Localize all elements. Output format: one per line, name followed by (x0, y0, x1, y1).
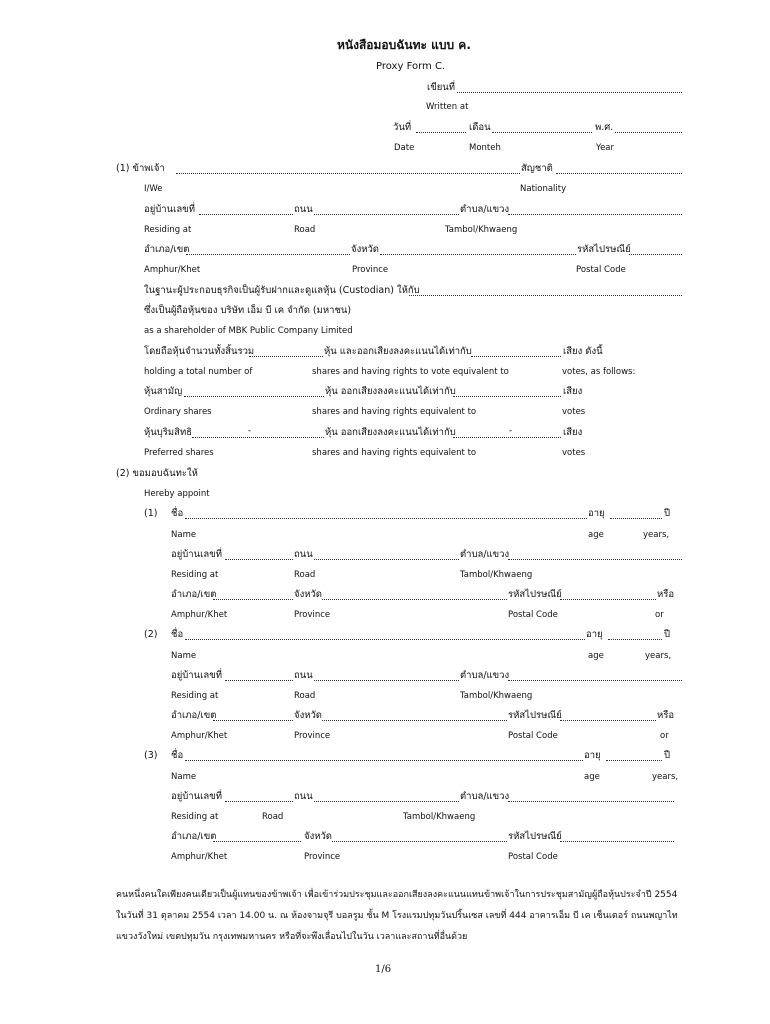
proxy-amphur-label-en: Amphur/Khet (171, 610, 228, 620)
proxy-years-label: ปี (664, 508, 671, 519)
proxy-province-label-en: Province (294, 610, 331, 620)
proxy-province-label: จังหวัด (294, 710, 322, 721)
form-subtitle: Proxy Form C. (376, 61, 446, 72)
house-no-field[interactable] (199, 214, 293, 215)
proxy-road-label: ถนน (294, 670, 313, 681)
meeting-paragraph-line-1: คนหนึ่งคนใดเพียงคนเดียวเป็นผู้แทนของข้าพเจ้า เพื่อเข้าร่วมประชุมและออกเสียงลงคะแนนแทนข้าพเจ้าในการประชุมสามัญผู้ถือหุ้นประจำปี 2554 (116, 890, 678, 900)
proxy-postal-label-en: Postal Code (508, 852, 558, 862)
proxy-tambol-label: ตำบล/แขวง (460, 549, 510, 560)
proxy-amphur-label-en: Amphur/Khet (171, 731, 228, 741)
proxy-tambol-field[interactable] (508, 559, 682, 560)
custodian-text: ในฐานะผู้ประกอบธุรกิจเป็นผู้รับฝากและดูแลหุ้น (Custodian) ให้กับ (144, 285, 420, 296)
proxy-tambol-label: ตำบล/แขวง (460, 670, 510, 681)
proxy-residing-label-en: Residing at (171, 812, 219, 822)
proxy-amphur-field[interactable] (213, 720, 293, 721)
preferred-votes-field[interactable] (453, 437, 561, 438)
proxy-age-label-en: age (588, 530, 604, 540)
proxy-road-label: ถนน (294, 791, 313, 802)
preferred-votes-suffix: เสียง (563, 427, 583, 438)
year-field[interactable] (615, 132, 682, 133)
ordinary-votes-suffix-en: votes (562, 407, 586, 417)
ordinary-shares-field[interactable] (184, 396, 324, 397)
total-votes-suffix: เสียง ดังนี้ (563, 346, 603, 357)
written-at-label: เขียนที่ (427, 82, 456, 93)
proxy-postal-label-en: Postal Code (508, 610, 558, 620)
proxy-province-field[interactable] (322, 599, 507, 600)
proxy-age-label: อายุ (588, 508, 605, 519)
proxy-amphur-field[interactable] (213, 841, 301, 842)
proxy-province-label-en: Province (304, 852, 341, 862)
proxy-amphur-label: อำเภอ/เขต (171, 710, 217, 721)
ordinary-votes-label-en: shares and having rights equivalent to (312, 407, 477, 417)
total-votes-field[interactable] (471, 356, 561, 357)
ordinary-votes-field[interactable] (453, 396, 561, 397)
proxy-or-label-en: or (655, 610, 664, 620)
proxy-age-label: อายุ (586, 629, 603, 640)
proxy-years-label-en: years, (645, 651, 672, 661)
iwe-label-en: I/We (144, 184, 163, 194)
tambol-label: ตำบล/แขวง (460, 204, 510, 215)
proxy-postal-label: รหัสไปรษณีย์ (508, 589, 562, 600)
proxy-house-no-field[interactable] (225, 801, 293, 802)
proxy-province-label: จังหวัด (294, 589, 322, 600)
proxy-number: (3) (144, 750, 158, 761)
proxy-road-label-en: Road (294, 691, 316, 701)
postal-field[interactable] (629, 254, 682, 255)
proxy-house-no-field[interactable] (225, 559, 293, 560)
nationality-field[interactable] (556, 173, 682, 174)
province-field[interactable] (380, 254, 576, 255)
proxy-number: (2) (144, 629, 158, 640)
month-label-en: Monteh (469, 143, 501, 153)
amphur-label-en: Amphur/Khet (144, 265, 201, 275)
section1-label: (1) ข้าพเจ้า (116, 163, 165, 174)
proxy-house-no-label: อยู่บ้านเลขที่ (171, 670, 222, 681)
proxy-road-label-en: Road (262, 812, 284, 822)
proxy-house-no-label: อยู่บ้านเลขที่ (171, 549, 222, 560)
province-label: จังหวัด (351, 244, 379, 255)
total-shares-field[interactable] (249, 356, 323, 357)
proxy-or-label: หรือ (657, 589, 675, 600)
road-label-en: Road (294, 225, 316, 235)
section2-label: (2) ขอมอบฉันทะให้ (116, 468, 198, 479)
preferred-votes-suffix-en: votes (562, 448, 586, 458)
total-votes-label: หุ้น และออกเสียงลงคะแนนได้เท่ากับ (324, 346, 472, 357)
nationality-label: สัญชาติ (521, 163, 553, 174)
proxy-name-field[interactable] (185, 518, 587, 519)
year-label: พ.ศ. (595, 122, 614, 133)
shareholder-of-text-en: as a shareholder of MBK Public Company Limited (144, 326, 353, 336)
proxy-tambol-field[interactable] (508, 680, 682, 681)
province-label-en: Province (352, 265, 389, 275)
proxy-name-field[interactable] (185, 639, 585, 640)
proxy-postal-field[interactable] (560, 599, 656, 600)
shareholder-name-field[interactable] (176, 173, 520, 174)
proxy-amphur-label: อำเภอ/เขต (171, 589, 217, 600)
meeting-paragraph-line-3: แขวงวังใหม่ เขตปทุมวัน กรุงเทพมหานคร หรือที่จะพึงเลื่อนไปในวัน เวลาและสถานที่อื่นด้วย (116, 932, 468, 942)
nationality-label-en: Nationality (520, 184, 567, 194)
proxy-name-label: ชื่อ (171, 508, 184, 519)
house-no-label: อยู่บ้านเลขที่ (144, 204, 195, 215)
proxy-amphur-label: อำเภอ/เขต (171, 831, 217, 842)
proxy-tambol-field[interactable] (508, 801, 674, 802)
proxy-name-label-en: Name (171, 651, 197, 661)
proxy-postal-field[interactable] (560, 720, 656, 721)
written-at-field[interactable] (457, 92, 682, 93)
proxy-years-label: ปี (664, 750, 671, 761)
proxy-postal-label: รหัสไปรษณีย์ (508, 710, 562, 721)
proxy-or-label-en: or (660, 731, 669, 741)
proxy-age-field[interactable] (608, 639, 662, 640)
proxy-province-label-en: Province (294, 731, 331, 741)
preferred-votes-label-en: shares and having rights equivalent to (312, 448, 477, 458)
proxy-house-no-field[interactable] (225, 680, 293, 681)
meeting-paragraph-line-2: ในวันที่ 31 ตุลาคม 2554 เวลา 14.00 น. ณ ห้องจามจุรี บอลรูม ชั้น M โรงแรมปทุมวันปริ้นเซส เลขที่ 444 อาคารเอ็ม บี เค เซ็นเตอร์ ถนนพญาไท (116, 911, 678, 921)
proxy-name-label-en: Name (171, 530, 197, 540)
proxy-amphur-label-en: Amphur/Khet (171, 852, 228, 862)
amphur-field[interactable] (186, 254, 350, 255)
proxy-tambol-label: ตำบล/แขวง (460, 791, 510, 802)
custodian-client-field[interactable] (409, 295, 682, 296)
year-label-en: Year (596, 143, 614, 153)
proxy-number: (1) (144, 508, 158, 519)
postal-label-en: Postal Code (576, 265, 626, 275)
form-title: หนังสือมอบฉันทะ แบบ ค. (337, 38, 471, 52)
total-shares-label-en: holding a total number of (144, 367, 253, 377)
total-votes-label-en: shares and having rights to vote equivalent to (312, 367, 509, 377)
total-shares-label: โดยถือหุ้นจำนวนทั้งสิ้นรวม (144, 346, 255, 357)
proxy-postal-label-en: Postal Code (508, 731, 558, 741)
proxy-name-label: ชื่อ (171, 750, 184, 761)
preferred-shares-label: หุ้นบุริมสิทธิ (144, 427, 193, 438)
road-label: ถนน (294, 204, 313, 215)
proxy-name-label-en: Name (171, 772, 197, 782)
hereby-appoint-label: Hereby appoint (144, 489, 210, 499)
proxy-residing-label-en: Residing at (171, 691, 219, 701)
shareholder-of-text: ซึ่งเป็นผู้ถือหุ้นของ บริษัท เอ็ม บี เค จำกัด (มหาชน) (144, 305, 352, 316)
ordinary-shares-label-en: Ordinary shares (144, 407, 212, 417)
proxy-road-field[interactable] (314, 801, 459, 802)
day-label: วันที่ (393, 122, 412, 133)
amphur-label: อำเภอ/เขต (144, 244, 190, 255)
proxy-road-label: ถนน (294, 549, 313, 560)
postal-label: รหัสไปรษณีย์ (577, 244, 631, 255)
proxy-tambol-label-en: Tambol/Khwaeng (460, 691, 533, 701)
preferred-shares-field[interactable] (192, 437, 324, 438)
proxy-age-label-en: age (588, 651, 604, 661)
preferred-votes-value: - (509, 426, 513, 436)
proxy-name-label: ชื่อ (171, 629, 184, 640)
preferred-votes-label: หุ้น ออกเสียงลงคะแนนได้เท่ากับ (325, 427, 456, 438)
preferred-shares-value: - (248, 426, 252, 436)
preferred-shares-label-en: Preferred shares (144, 448, 214, 458)
ordinary-shares-label: หุ้นสามัญ (144, 386, 183, 397)
proxy-postal-field[interactable] (560, 841, 674, 842)
proxy-amphur-field[interactable] (213, 599, 293, 600)
proxy-name-field[interactable] (185, 760, 583, 761)
proxy-postal-label: รหัสไปรษณีย์ (508, 831, 562, 842)
proxy-house-no-label: อยู่บ้านเลขที่ (171, 791, 222, 802)
road-field[interactable] (314, 214, 459, 215)
ordinary-votes-suffix: เสียง (563, 386, 583, 397)
proxy-road-field[interactable] (314, 559, 459, 560)
tambol-label-en: Tambol/Khwaeng (445, 225, 518, 235)
proxy-province-field[interactable] (332, 841, 507, 842)
proxy-age-label-en: age (584, 772, 600, 782)
proxy-years-label: ปี (664, 629, 671, 640)
residing-label-en: Residing at (144, 225, 192, 235)
proxy-province-label: จังหวัด (304, 831, 332, 842)
day-field[interactable] (416, 132, 466, 133)
proxy-age-field[interactable] (610, 518, 662, 519)
total-votes-suffix-en: votes, as follows: (562, 367, 636, 377)
proxy-or-label: หรือ (657, 710, 675, 721)
tambol-field[interactable] (508, 214, 682, 215)
proxy-years-label-en: years, (643, 530, 670, 540)
month-field[interactable] (492, 132, 592, 133)
page-number: 1/6 (375, 964, 392, 975)
proxy-age-label: อายุ (584, 750, 601, 761)
proxy-tambol-label-en: Tambol/Khwaeng (403, 812, 476, 822)
month-label: เดือน (469, 122, 491, 133)
written-at-label-en: Written at (426, 102, 469, 112)
proxy-years-label-en: years, (652, 772, 679, 782)
proxy-road-field[interactable] (314, 680, 459, 681)
proxy-road-label-en: Road (294, 570, 316, 580)
date-label-en: Date (394, 143, 415, 153)
proxy-age-field[interactable] (606, 760, 662, 761)
ordinary-votes-label: หุ้น ออกเสียงลงคะแนนได้เท่ากับ (325, 386, 456, 397)
proxy-tambol-label-en: Tambol/Khwaeng (460, 570, 533, 580)
proxy-province-field[interactable] (322, 720, 507, 721)
proxy-residing-label-en: Residing at (171, 570, 219, 580)
